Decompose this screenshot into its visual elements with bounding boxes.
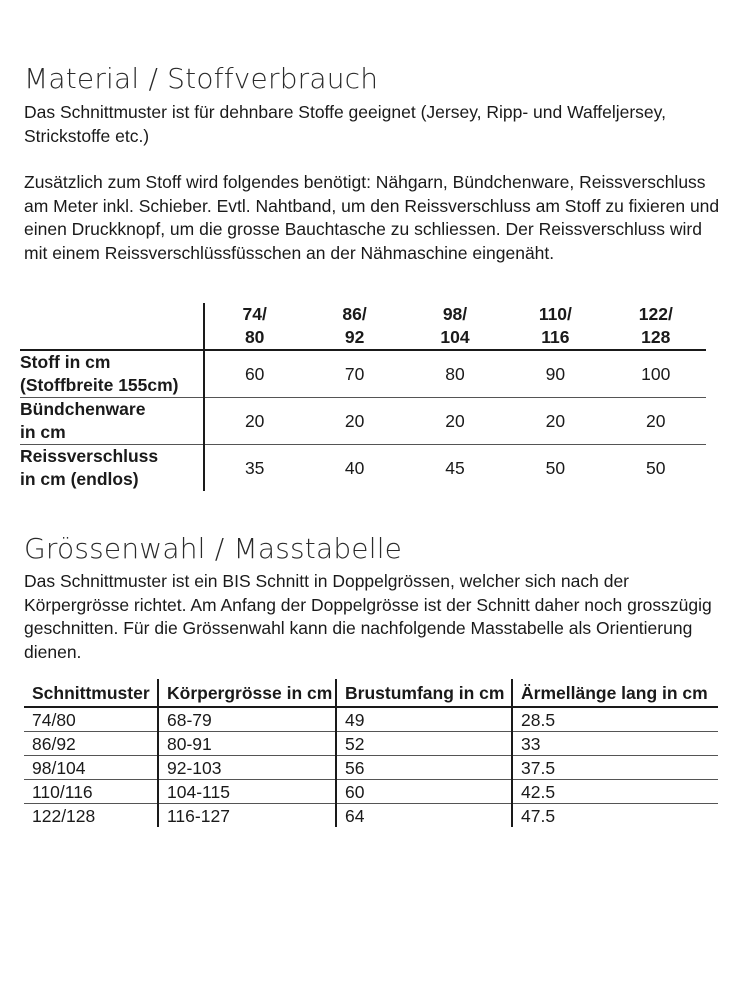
table-cell: 104-115: [158, 780, 336, 804]
material-row-reissverschluss: [20, 445, 706, 492]
table-cell: 33: [512, 732, 718, 756]
table-cell: 37.5: [512, 756, 718, 780]
table-cell: 60: [244, 363, 265, 384]
material-intro: Das Schnittmuster ist für dehnbare Stoffe geeignet (Jersey, Ripp- und Waffeljersey, Strickstoffe etc.): [24, 102, 666, 146]
material-row-stoff: [20, 350, 706, 398]
column-header: Körpergrösse in cm: [158, 679, 336, 707]
table-row: [24, 780, 718, 804]
table-cell: 50: [646, 457, 666, 478]
sizes-intro: Das Schnittmuster ist ein BIS Schnitt in Doppelgrössen, welcher sich nach der Körpergrösse richtet. Am Anfang der Doppelgrösse ist der Schnitt daher noch grosszügig geschnitten. Für die Grössenwahl kann die nachfolgende Masstabelle als Orientierung dienen.: [24, 571, 712, 662]
table-cell: 70: [344, 363, 365, 384]
table-cell: 47.5: [512, 804, 718, 828]
table-row: [24, 707, 718, 732]
table-cell: 110/116: [32, 781, 93, 802]
row-label: Reissverschluss in cm (endlos): [20, 445, 204, 492]
table-cell: 20: [244, 410, 265, 431]
table-cell: 98/104: [32, 757, 86, 778]
table-cell: 35: [244, 457, 265, 478]
column-header: Ärmellänge lang in cm: [512, 679, 718, 707]
sizes-title: Grössenwahl / Masstabelle: [24, 532, 403, 565]
size-header: 86/ 92: [342, 304, 367, 347]
table-cell: 20: [344, 410, 365, 431]
column-header: Brustumfang in cm: [336, 679, 512, 707]
table-cell: 50: [545, 457, 566, 478]
material-table: [20, 303, 706, 491]
size-header: 74/ 80: [242, 304, 267, 347]
table-cell: 92-103: [158, 756, 336, 780]
table-cell: 45: [445, 457, 465, 478]
table-row: [24, 756, 718, 780]
table-cell: 42.5: [512, 780, 718, 804]
table-cell: 28.5: [512, 707, 718, 732]
material-table-header-row: [20, 303, 706, 350]
table-cell: 100: [641, 363, 671, 384]
size-chart-table: [24, 679, 718, 827]
row-label: Bündchenware in cm: [20, 398, 204, 445]
material-row-buendchen: [20, 398, 706, 445]
table-cell: 64: [336, 804, 512, 828]
table-cell: 116-127: [158, 804, 336, 828]
table-cell: 52: [336, 732, 512, 756]
column-header: Schnittmuster: [32, 682, 150, 703]
table-row: [24, 804, 718, 828]
table-row: [24, 732, 718, 756]
table-cell: 60: [336, 780, 512, 804]
table-cell: 74/80: [32, 709, 76, 730]
size-chart-header-row: [24, 679, 718, 707]
material-table-corner: [20, 303, 204, 350]
table-cell: 122/128: [32, 805, 96, 826]
row-label: Stoff in cm (Stoffbreite 155cm): [20, 350, 204, 398]
size-header: 98/ 104: [440, 304, 470, 347]
table-cell: 90: [545, 363, 566, 384]
material-title: Material / Stoffverbrauch: [24, 62, 379, 95]
table-cell: 20: [646, 410, 666, 431]
table-cell: 68-79: [158, 707, 336, 732]
table-cell: 49: [336, 707, 512, 732]
size-header: 110/ 116: [538, 304, 572, 347]
table-cell: 20: [445, 410, 465, 431]
table-cell: 80-91: [158, 732, 336, 756]
material-requirements: Zusätzlich zum Stoff wird folgendes benötigt: Nähgarn, Bündchenware, Reissverschluss am Meter inkl. Schieber. Evtl. Nahtband, um den Reissverschluss am Stoff zu fixieren und einen Druckknopf, um die grosse Bauchtasche zu schliessen. Der Reissverschluss wird mit einem Reissverschlüssfüsschen an der Nähmaschine eingenäht.: [24, 172, 720, 263]
table-cell: 40: [344, 457, 365, 478]
table-cell: 86/92: [32, 733, 76, 754]
size-header: 122/ 128: [638, 304, 673, 347]
table-cell: 20: [545, 410, 566, 431]
table-cell: 80: [445, 363, 465, 384]
table-cell: 56: [336, 756, 512, 780]
